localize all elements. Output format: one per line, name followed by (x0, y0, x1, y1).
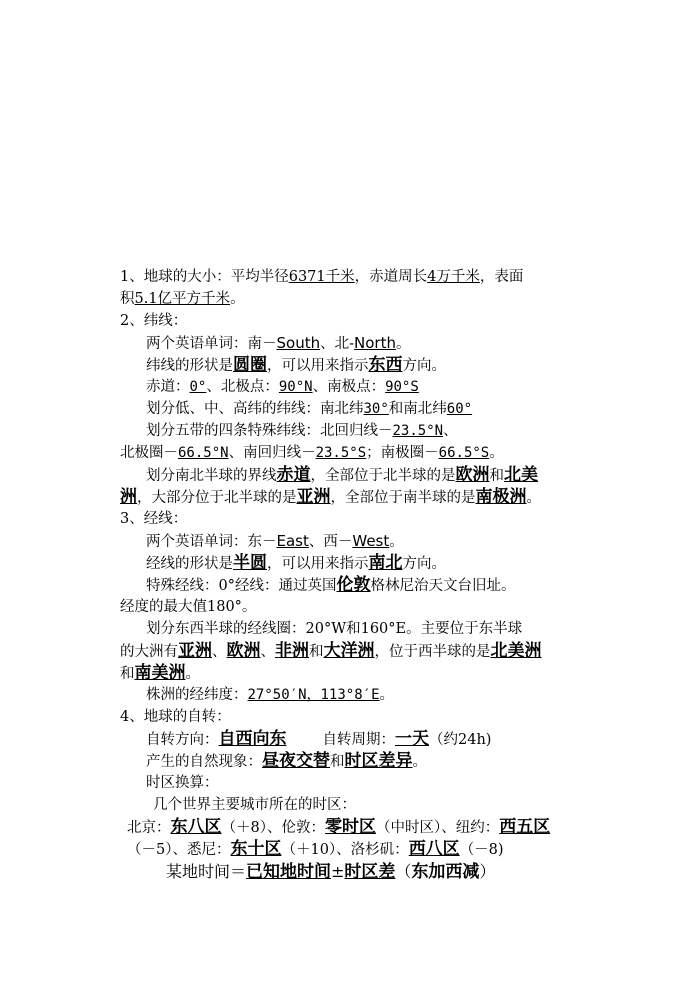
text: 和南北纬 (388, 401, 447, 417)
text: 和 (309, 644, 324, 660)
word-north: North (354, 334, 396, 352)
city-time-zones-line-2 (127, 839, 504, 861)
rotation-direction-period (146, 729, 491, 751)
answer-asia: 亚洲 (296, 487, 331, 507)
text: 划分低、中、高纬的纬线：南北纬 (146, 401, 364, 417)
zhuzhou-coordinates (146, 685, 394, 706)
text: 经线的形状是 (146, 556, 233, 572)
time-formula (166, 861, 495, 883)
answer-known-time: 已知地时间 (246, 862, 332, 882)
text: 方向。 (402, 556, 446, 572)
answer-oceania: 大洋洲 (323, 641, 375, 661)
east-west-hemisphere-line-1: 划分东西半球的经线圈：20°W和160°E。主要位于东半球 (146, 621, 523, 637)
answer-north-south: 南北 (368, 553, 403, 573)
answer-south-america: 南美洲 (134, 663, 186, 683)
answer-circle: 圆圈 (233, 355, 267, 375)
answer-europe: 欧洲 (226, 641, 261, 661)
text: ，大部分位于北半球的是 (137, 490, 297, 506)
text: 北京： (127, 820, 171, 836)
text: 。 (379, 687, 395, 703)
equator-circumference: 4万千米 (427, 269, 480, 285)
text: 。 (489, 445, 504, 461)
text: 和 (120, 666, 135, 682)
text: 、北- (320, 336, 354, 352)
answer-north-america: 北美洲 (490, 641, 542, 661)
text: 赤道： (146, 379, 190, 395)
answer-east-add-west-subtract: 东加西减 (411, 862, 480, 882)
longitude-shape (146, 553, 446, 575)
text: 1、地球的大小：平均半径 (120, 269, 289, 285)
latitude-five-zones-1 (146, 421, 458, 442)
longitude-heading: 3、经线： (120, 511, 188, 527)
text: 两个英语单词：东－ (146, 534, 277, 550)
text: 、 (260, 644, 275, 660)
arctic-circle-value: 66.5°N (178, 445, 229, 461)
text: （约24h) (429, 732, 492, 748)
answer-beijing-zone: 东八区 (170, 817, 222, 837)
answer-west-to-east: 自西向东 (218, 729, 287, 749)
word-south: South (276, 334, 321, 352)
text: 自转周期： (322, 732, 395, 748)
answer-africa: 非洲 (275, 641, 309, 661)
text: ） (479, 862, 496, 881)
text: 。 (526, 490, 541, 506)
answer-asia: 亚洲 (178, 641, 212, 661)
hemisphere-line-1 (146, 465, 538, 487)
latitude-special-points (146, 377, 419, 398)
hemisphere-line-2 (120, 487, 541, 509)
latitude-english-words (146, 333, 410, 355)
answer-sydney-zone: 东十区 (230, 839, 282, 859)
zhuzhou-coord-value: 27°50′N，113°8′E (247, 687, 380, 703)
text: 和 (330, 754, 345, 770)
answer-zone-diff: 时区差 (344, 862, 396, 882)
text: 。 (412, 754, 427, 770)
latitude-shape (146, 355, 446, 377)
time-zone-conversion-heading: 时区换算： (146, 775, 219, 791)
text: 。 (230, 291, 245, 307)
text: ，全部位于南半球的是 (330, 490, 476, 506)
rotation-phenomena (146, 751, 427, 773)
text: ，可以用来指示 (267, 556, 369, 572)
text: （＋8）、伦敦： (221, 820, 325, 836)
text: ，表面 (479, 269, 524, 285)
answer-one-day: 一天 (395, 729, 429, 749)
text: （中时区）、纽约： (375, 820, 500, 836)
answer-day-night: 昼夜交替 (262, 751, 330, 771)
latitude-five-zones-2 (120, 443, 504, 464)
text: 产生的自然现象： (146, 754, 262, 770)
text: （＋10）、洛杉矶： (281, 842, 409, 858)
text: ；南极圈－ (366, 445, 439, 461)
text: ，赤道周长 (354, 269, 428, 285)
text: 。 (185, 666, 200, 682)
answer-europe: 欧洲 (455, 465, 490, 485)
text: 两个英语单词：南－ (146, 336, 277, 352)
answer-east-west: 东西 (368, 355, 403, 375)
text: 、南回归线－ (228, 445, 316, 461)
text: ± (331, 862, 345, 881)
latitude-low-mid-high (146, 399, 472, 420)
answer-semicircle: 半圆 (233, 553, 267, 573)
text: ，全部位于北半球的是 (310, 468, 456, 484)
text: 、 (443, 423, 458, 439)
longitude-prime-meridian (146, 575, 515, 597)
answer-newyork-zone: 西五区 (499, 817, 551, 837)
text: 某地时间＝ (166, 862, 247, 881)
word-west: West (352, 532, 390, 550)
longitude-english-words (146, 531, 404, 553)
earth-size-line-1 (120, 267, 523, 288)
south-pole-value: 90°S (385, 379, 419, 395)
text: ，可以用来指示 (267, 358, 369, 374)
text: 。 (395, 336, 411, 352)
answer-north-america: 北美 (504, 465, 538, 485)
text: 。 (389, 534, 404, 550)
text: （－5）、悉尼： (127, 842, 231, 858)
text: 积 (120, 291, 135, 307)
east-west-hemisphere-line-2 (120, 641, 542, 663)
north-pole-value: 90°N (278, 379, 313, 395)
tropic-cancer-value: 23.5°N (392, 423, 444, 439)
text: 纬线的形状是 (146, 358, 233, 374)
text: 、西－ (308, 534, 353, 550)
lat-30: 30° (363, 401, 389, 417)
text: （ (395, 862, 412, 881)
tropic-capricorn-value: 23.5°S (315, 445, 367, 461)
major-cities-heading: 几个世界主要城市所在的时区： (153, 797, 356, 813)
text: 自转方向： (146, 732, 219, 748)
east-west-hemisphere-line-3 (120, 663, 200, 685)
text: ，位于西半球的是 (374, 644, 491, 660)
text: （－8) (459, 842, 504, 858)
antarctic-circle-value: 66.5°S (438, 445, 490, 461)
earth-size-line-2 (120, 289, 245, 310)
lat-60: 60° (446, 401, 473, 417)
text: 、 (212, 644, 227, 660)
rotation-heading: 4、地球的自转： (120, 709, 231, 725)
surface-area: 5.1亿平方千米 (134, 291, 231, 307)
city-time-zones-line-1 (127, 817, 550, 839)
answer-london: 伦敦 (336, 575, 371, 595)
answer-north-america-cont: 洲 (120, 487, 137, 507)
text: 、南极点： (312, 379, 386, 395)
answer-la-zone: 西八区 (408, 839, 460, 859)
word-east: East (276, 532, 309, 550)
text: 株洲的经纬度： (146, 687, 248, 703)
answer-time-zone-diff: 时区差异 (344, 751, 413, 771)
text: 北极圈－ (120, 445, 178, 461)
equator-value: 0° (189, 379, 207, 395)
text: 和 (489, 468, 504, 484)
text: 方向。 (402, 358, 446, 374)
longitude-max-value: 经度的最大值180°。 (120, 599, 257, 615)
text: 的大洲有 (120, 644, 178, 660)
answer-equator: 赤道 (276, 465, 311, 485)
answer-london-zone: 零时区 (324, 817, 376, 837)
latitude-heading: 2、纬线： (120, 313, 188, 329)
text: 划分五带的四条特殊纬线：北回归线－ (146, 423, 393, 439)
text: 、北极点： (206, 379, 279, 395)
text: 特殊经线：0°经线：通过英国 (146, 578, 337, 594)
average-radius: 6371千米 (288, 269, 355, 285)
text: 划分南北半球的界线 (146, 468, 277, 484)
answer-antarctica: 南极洲 (475, 487, 527, 507)
text: 格林尼治天文台旧址。 (370, 578, 516, 594)
